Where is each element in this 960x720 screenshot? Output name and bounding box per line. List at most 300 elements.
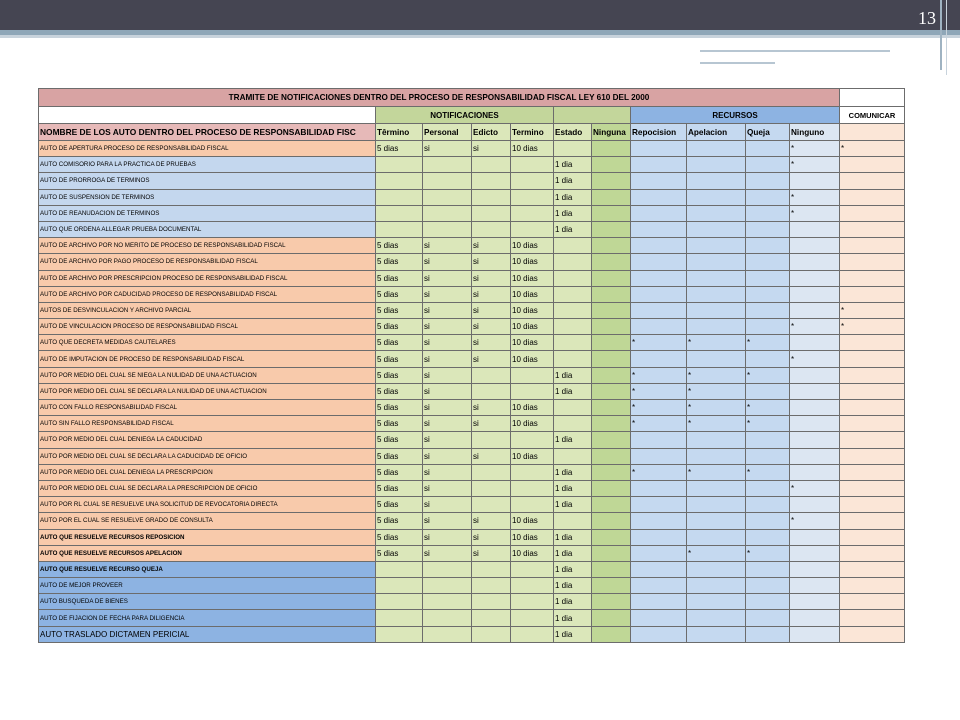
cell-ninguno — [790, 302, 840, 318]
cell-apel — [687, 205, 746, 221]
cell-repo — [631, 238, 687, 254]
cell-estado: 1 dia — [554, 464, 592, 480]
cell-termino — [376, 626, 423, 642]
cell-personal: si — [423, 464, 472, 480]
auto-name-cell: AUTO QUE RESUELVE RECURSO QUEJA — [39, 561, 376, 577]
cell-queja — [746, 302, 790, 318]
cell-queja: * — [746, 416, 790, 432]
cell-apel — [687, 189, 746, 205]
cell-ninguna — [592, 141, 631, 157]
cell-edicto: si — [472, 351, 511, 367]
cell-ninguno: * — [790, 189, 840, 205]
cell-ninguna — [592, 497, 631, 513]
cell-ninguno — [790, 545, 840, 561]
cell-ninguna — [592, 189, 631, 205]
cell-estado: 1 dia — [554, 367, 592, 383]
cell-ninguno: * — [790, 513, 840, 529]
cell-queja — [746, 189, 790, 205]
auto-name-cell: AUTO CON FALLO RESPONSABILIDAD FISCAL — [39, 400, 376, 416]
cell-edicto: si — [472, 238, 511, 254]
cell-comunicar — [840, 335, 905, 351]
cell-ninguno — [790, 578, 840, 594]
auto-name-cell: AUTO DE IMPUTACION DE PROCESO DE RESPONSABILIDAD FISCAL — [39, 351, 376, 367]
cell-apel: * — [687, 545, 746, 561]
cell-ninguna — [592, 319, 631, 335]
cell-termino — [376, 205, 423, 221]
cell-edicto — [472, 189, 511, 205]
cell-ninguna — [592, 205, 631, 221]
cell-comunicar — [840, 513, 905, 529]
cell-queja — [746, 221, 790, 237]
cell-queja: * — [746, 335, 790, 351]
cell-personal — [423, 173, 472, 189]
cell-ninguna — [592, 432, 631, 448]
table-row — [39, 545, 905, 561]
cell-edicto: si — [472, 302, 511, 318]
cell-termino2 — [511, 189, 554, 205]
cell-personal — [423, 610, 472, 626]
column-header-row — [39, 124, 905, 141]
cell-queja — [746, 351, 790, 367]
cell-termino — [376, 157, 423, 173]
cell-edicto: si — [472, 529, 511, 545]
cell-estado — [554, 513, 592, 529]
cell-termino: 5 dias — [376, 319, 423, 335]
table-row — [39, 270, 905, 286]
cell-ninguno — [790, 400, 840, 416]
cell-ninguna — [592, 302, 631, 318]
auto-name-cell: AUTO DE ARCHIVO POR NO MERITO DE PROCESO DE RESPONSABILIDAD FISCAL — [39, 238, 376, 254]
auto-name-cell: AUTO DE ARCHIVO POR CADUCIDAD PROCESO DE RESPONSABILIDAD FISCAL — [39, 286, 376, 302]
cell-comunicar — [840, 626, 905, 642]
cell-repo — [631, 141, 687, 157]
cell-ninguno — [790, 335, 840, 351]
column-header-termino-2: Termino — [511, 124, 554, 141]
auto-name-cell: AUTO DE ARCHIVO POR PRESCRIPCION PROCESO DE RESPONSABILIDAD FISCAL — [39, 270, 376, 286]
cell-repo — [631, 497, 687, 513]
group-notificaciones-extra — [554, 107, 631, 124]
cell-edicto — [472, 383, 511, 399]
table-row — [39, 561, 905, 577]
cell-termino: 5 dias — [376, 351, 423, 367]
cell-estado: 1 dia — [554, 561, 592, 577]
table-row — [39, 157, 905, 173]
cell-personal: si — [423, 513, 472, 529]
cell-apel — [687, 254, 746, 270]
cell-repo — [631, 610, 687, 626]
cell-apel — [687, 432, 746, 448]
cell-estado: 1 dia — [554, 432, 592, 448]
cell-ninguna — [592, 221, 631, 237]
table-row — [39, 286, 905, 302]
cell-repo: * — [631, 464, 687, 480]
cell-queja — [746, 319, 790, 335]
cell-ninguna — [592, 157, 631, 173]
cell-ninguno — [790, 594, 840, 610]
column-header-reposicion: Repocision — [631, 124, 687, 141]
auto-name-cell: AUTO TRASLADO DICTAMEN PERICIAL — [39, 626, 376, 642]
column-header-edicto: Edicto — [472, 124, 511, 141]
cell-apel — [687, 578, 746, 594]
cell-comunicar — [840, 578, 905, 594]
cell-ninguno — [790, 238, 840, 254]
cell-edicto: si — [472, 545, 511, 561]
cell-ninguna — [592, 254, 631, 270]
cell-termino2: 10 dias — [511, 302, 554, 318]
cell-estado: 1 dia — [554, 594, 592, 610]
cell-ninguna — [592, 367, 631, 383]
cell-estado: 1 dia — [554, 529, 592, 545]
cell-comunicar — [840, 173, 905, 189]
auto-name-cell: AUTO DE FIJACION DE FECHA PARA DILIGENCIA — [39, 610, 376, 626]
cell-personal: si — [423, 383, 472, 399]
cell-edicto: si — [472, 141, 511, 157]
cell-ninguna — [592, 626, 631, 642]
cell-termino: 5 dias — [376, 335, 423, 351]
cell-estado — [554, 270, 592, 286]
column-header-personal: Personal — [423, 124, 472, 141]
cell-queja — [746, 497, 790, 513]
cell-ninguno — [790, 270, 840, 286]
cell-ninguna — [592, 351, 631, 367]
cell-repo — [631, 561, 687, 577]
cell-ninguno: * — [790, 157, 840, 173]
cell-personal: si — [423, 286, 472, 302]
cell-ninguna — [592, 529, 631, 545]
cell-comunicar — [840, 464, 905, 480]
cell-ninguno — [790, 221, 840, 237]
cell-repo: * — [631, 367, 687, 383]
table-row — [39, 497, 905, 513]
auto-name-cell: AUTO DE ARCHIVO POR PAGO PROCESO DE RESPONSABILIDAD FISCAL — [39, 254, 376, 270]
auto-name-cell: AUTO POR MEDIO DEL CUAL DENIEGA LA PRESCRIPCION — [39, 464, 376, 480]
auto-name-cell: AUTO BUSQUEDA DE BIENES — [39, 594, 376, 610]
cell-ninguno: * — [790, 141, 840, 157]
table-row — [39, 594, 905, 610]
table-title-row — [39, 89, 905, 107]
cell-apel — [687, 594, 746, 610]
table-row — [39, 335, 905, 351]
group-comunicar: COMUNICAR — [840, 107, 905, 124]
column-header-ninguna: Ninguna — [592, 124, 631, 141]
cell-comunicar: * — [840, 141, 905, 157]
column-header-termino: Têrmino — [376, 124, 423, 141]
cell-repo: * — [631, 400, 687, 416]
cell-queja — [746, 254, 790, 270]
cell-comunicar — [840, 189, 905, 205]
cell-termino: 5 dias — [376, 480, 423, 496]
cell-apel — [687, 610, 746, 626]
cell-estado: 1 dia — [554, 383, 592, 399]
cell-apel — [687, 448, 746, 464]
cell-edicto — [472, 432, 511, 448]
cell-personal: si — [423, 400, 472, 416]
cell-repo — [631, 173, 687, 189]
cell-edicto: si — [472, 513, 511, 529]
cell-termino2 — [511, 432, 554, 448]
cell-personal — [423, 205, 472, 221]
cell-termino: 5 dias — [376, 529, 423, 545]
cell-termino2: 10 dias — [511, 254, 554, 270]
cell-comunicar — [840, 594, 905, 610]
cell-repo — [631, 254, 687, 270]
cell-personal: si — [423, 238, 472, 254]
cell-personal: si — [423, 319, 472, 335]
cell-personal: si — [423, 351, 472, 367]
cell-termino: 5 dias — [376, 302, 423, 318]
cell-termino2: 10 dias — [511, 286, 554, 302]
cell-apel — [687, 157, 746, 173]
cell-edicto — [472, 464, 511, 480]
decorative-vertical-line — [940, 0, 942, 70]
table-row — [39, 400, 905, 416]
cell-repo: * — [631, 416, 687, 432]
cell-termino — [376, 189, 423, 205]
cell-estado: 1 dia — [554, 626, 592, 642]
cell-apel — [687, 626, 746, 642]
cell-termino2: 10 dias — [511, 238, 554, 254]
cell-ninguna — [592, 513, 631, 529]
cell-estado — [554, 319, 592, 335]
cell-comunicar — [840, 383, 905, 399]
auto-name-cell: AUTO POR MEDIO DEL CUAL DENIEGA LA CADUCIDAD — [39, 432, 376, 448]
cell-edicto: si — [472, 254, 511, 270]
notificaciones-table — [38, 88, 905, 643]
cell-termino2: 10 dias — [511, 529, 554, 545]
auto-name-cell: AUTO QUE RESUELVE RECURSOS APELACION — [39, 545, 376, 561]
cell-personal — [423, 578, 472, 594]
cell-personal: si — [423, 545, 472, 561]
cell-termino2: 10 dias — [511, 513, 554, 529]
auto-name-cell: AUTO DE REANUDACION DE TERMINOS — [39, 205, 376, 221]
cell-termino2: 10 dias — [511, 400, 554, 416]
cell-comunicar — [840, 286, 905, 302]
column-header-queja: Queja — [746, 124, 790, 141]
table-title: TRAMITE DE NOTIFICACIONES DENTRO DEL PROCESO DE RESPONSABILIDAD FISCAL LEY 610 DEL 2000 — [39, 89, 840, 107]
cell-repo — [631, 513, 687, 529]
cell-repo — [631, 302, 687, 318]
table-row — [39, 221, 905, 237]
cell-termino2: 10 dias — [511, 141, 554, 157]
cell-comunicar — [840, 610, 905, 626]
auto-name-cell: AUTO POR EL CUAL SE RESUELVE GRADO DE CONSULTA — [39, 513, 376, 529]
cell-personal: si — [423, 254, 472, 270]
cell-estado: 1 dia — [554, 221, 592, 237]
cell-repo — [631, 545, 687, 561]
cell-termino2 — [511, 594, 554, 610]
cell-edicto — [472, 561, 511, 577]
auto-name-cell: AUTO QUE ORDENA ALLEGAR PRUEBA DOCUMENTAL — [39, 221, 376, 237]
cell-ninguno — [790, 254, 840, 270]
cell-ninguna — [592, 545, 631, 561]
table-row — [39, 205, 905, 221]
decorative-horizontal-line — [700, 50, 890, 52]
cell-comunicar — [840, 561, 905, 577]
auto-name-cell: AUTO DE MEJOR PROVEER — [39, 578, 376, 594]
group-header-row — [39, 107, 905, 124]
cell-queja — [746, 561, 790, 577]
cell-termino — [376, 561, 423, 577]
table-row — [39, 432, 905, 448]
column-header-apelacion: Apelacion — [687, 124, 746, 141]
cell-apel — [687, 270, 746, 286]
cell-estado — [554, 254, 592, 270]
table-row — [39, 529, 905, 545]
cell-personal: si — [423, 497, 472, 513]
cell-repo: * — [631, 383, 687, 399]
cell-edicto: si — [472, 416, 511, 432]
cell-queja — [746, 286, 790, 302]
cell-estado: 1 dia — [554, 173, 592, 189]
cell-queja — [746, 529, 790, 545]
cell-termino2 — [511, 383, 554, 399]
cell-comunicar — [840, 205, 905, 221]
cell-ninguna — [592, 416, 631, 432]
cell-ninguna — [592, 464, 631, 480]
group-recursos: RECURSOS — [631, 107, 840, 124]
column-header-name: NOMBRE DE LOS AUTO DENTRO DEL PROCESO DE RESPONSABILIDAD FISC — [39, 124, 376, 141]
cell-apel — [687, 221, 746, 237]
table-row — [39, 367, 905, 383]
cell-termino: 5 dias — [376, 383, 423, 399]
column-header-comunicar — [840, 124, 905, 141]
cell-queja — [746, 626, 790, 642]
cell-ninguno — [790, 367, 840, 383]
table-row — [39, 416, 905, 432]
cell-termino2 — [511, 221, 554, 237]
table-row — [39, 578, 905, 594]
auto-name-cell: AUTOS DE DESVINCULACION Y ARCHIVO PARCIAL — [39, 302, 376, 318]
cell-comunicar — [840, 351, 905, 367]
cell-comunicar — [840, 400, 905, 416]
cell-ninguno — [790, 416, 840, 432]
cell-comunicar — [840, 529, 905, 545]
cell-edicto: si — [472, 448, 511, 464]
cell-comunicar — [840, 497, 905, 513]
cell-termino2 — [511, 610, 554, 626]
cell-queja — [746, 238, 790, 254]
cell-apel — [687, 141, 746, 157]
table-row — [39, 238, 905, 254]
cell-repo — [631, 351, 687, 367]
cell-ninguna — [592, 448, 631, 464]
cell-apel — [687, 480, 746, 496]
cell-termino: 5 dias — [376, 286, 423, 302]
cell-estado — [554, 416, 592, 432]
cell-comunicar — [840, 432, 905, 448]
cell-comunicar — [840, 238, 905, 254]
decorative-vertical-line-thin — [946, 0, 947, 75]
table-row — [39, 480, 905, 496]
cell-estado: 1 dia — [554, 610, 592, 626]
auto-name-cell: AUTO DE SUSPENSION DE TERMINOS — [39, 189, 376, 205]
cell-personal — [423, 594, 472, 610]
cell-termino: 5 dias — [376, 367, 423, 383]
table-row — [39, 464, 905, 480]
cell-termino2 — [511, 464, 554, 480]
cell-ninguno — [790, 383, 840, 399]
title-blank-cell — [840, 89, 905, 107]
slide-number: 13 — [918, 8, 936, 28]
cell-apel — [687, 351, 746, 367]
cell-apel — [687, 513, 746, 529]
cell-edicto — [472, 480, 511, 496]
cell-termino2 — [511, 367, 554, 383]
cell-repo — [631, 221, 687, 237]
cell-edicto — [472, 367, 511, 383]
cell-termino2: 10 dias — [511, 448, 554, 464]
cell-repo — [631, 157, 687, 173]
cell-estado — [554, 400, 592, 416]
cell-termino2: 10 dias — [511, 416, 554, 432]
cell-apel — [687, 529, 746, 545]
cell-comunicar — [840, 254, 905, 270]
cell-estado: 1 dia — [554, 205, 592, 221]
cell-ninguna — [592, 173, 631, 189]
auto-name-cell: AUTO DE VINCULACION PROCESO DE RESPONSABILIDAD FISCAL — [39, 319, 376, 335]
cell-termino2 — [511, 561, 554, 577]
cell-edicto — [472, 594, 511, 610]
cell-queja: * — [746, 367, 790, 383]
cell-ninguno: * — [790, 351, 840, 367]
cell-repo — [631, 286, 687, 302]
cell-termino2 — [511, 626, 554, 642]
cell-comunicar — [840, 270, 905, 286]
cell-ninguna — [592, 561, 631, 577]
cell-edicto: si — [472, 400, 511, 416]
cell-queja — [746, 432, 790, 448]
cell-edicto: si — [472, 319, 511, 335]
table-row — [39, 254, 905, 270]
table-row — [39, 319, 905, 335]
cell-apel: * — [687, 400, 746, 416]
cell-ninguna — [592, 238, 631, 254]
table-row — [39, 626, 905, 642]
cell-apel — [687, 319, 746, 335]
cell-repo — [631, 626, 687, 642]
cell-termino — [376, 578, 423, 594]
cell-ninguna — [592, 383, 631, 399]
cell-queja — [746, 270, 790, 286]
cell-edicto — [472, 157, 511, 173]
cell-ninguna — [592, 286, 631, 302]
cell-queja — [746, 610, 790, 626]
cell-apel — [687, 497, 746, 513]
cell-queja — [746, 205, 790, 221]
cell-ninguno — [790, 497, 840, 513]
cell-personal: si — [423, 335, 472, 351]
cell-termino: 5 dias — [376, 448, 423, 464]
column-header-ninguno: Ninguno — [790, 124, 840, 141]
cell-termino2 — [511, 157, 554, 173]
cell-personal: si — [423, 141, 472, 157]
cell-termino: 5 dias — [376, 141, 423, 157]
auto-name-cell: AUTO POR MEDIO DEL CUAL SE NIEGA LA NULIDAD DE UNA ACTUACION — [39, 367, 376, 383]
cell-estado: 1 dia — [554, 497, 592, 513]
cell-apel — [687, 302, 746, 318]
cell-queja — [746, 594, 790, 610]
cell-personal — [423, 157, 472, 173]
cell-personal — [423, 189, 472, 205]
cell-personal — [423, 221, 472, 237]
cell-personal — [423, 626, 472, 642]
cell-estado: 1 dia — [554, 157, 592, 173]
cell-repo — [631, 432, 687, 448]
cell-ninguno — [790, 464, 840, 480]
cell-comunicar — [840, 367, 905, 383]
cell-ninguno — [790, 529, 840, 545]
cell-edicto — [472, 173, 511, 189]
